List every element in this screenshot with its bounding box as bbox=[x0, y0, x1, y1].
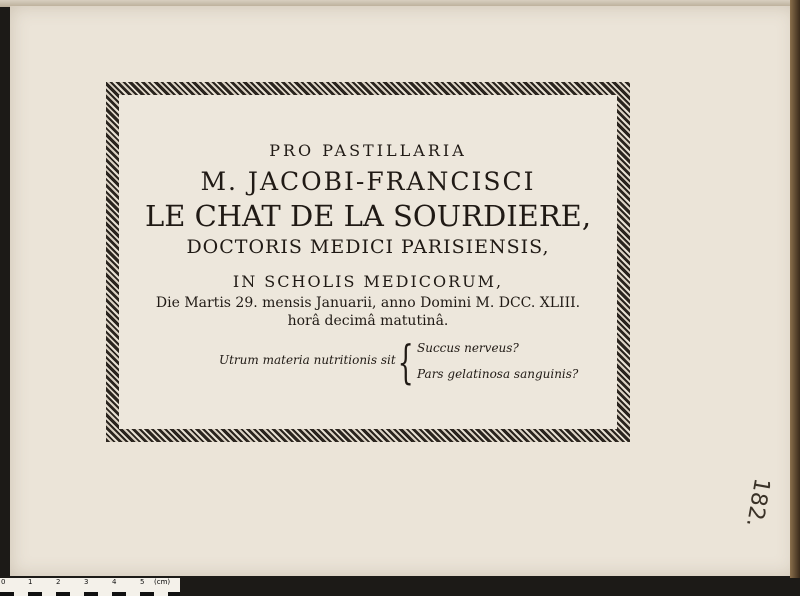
author-forename: M. JACOBI-FRANCISCI bbox=[200, 167, 536, 196]
ruler-tick: 2 bbox=[56, 578, 61, 586]
handwritten-page-number: 182. bbox=[740, 476, 775, 529]
ruler-tick: 4 bbox=[112, 578, 117, 586]
thesis-option-2: Pars gelatinosa sanguinis? bbox=[417, 367, 579, 381]
venue-line: IN SCHOLIS MEDICORUM, bbox=[232, 272, 504, 291]
author-title: DOCTORIS MEDICI PARISIENSIS, bbox=[186, 236, 550, 258]
date-line: Die Martis 29. mensis Januarii, anno Domini M. DCC. XLIII. bbox=[155, 295, 581, 311]
heading-pro-pastillaria: PRO PASTILLARIA bbox=[269, 141, 467, 160]
thesis-option-1: Succus nerveus? bbox=[417, 341, 519, 355]
ruler-tick: 3 bbox=[84, 578, 89, 586]
ruler-unit-label: (cm) bbox=[154, 578, 171, 586]
ruler-tick: 5 bbox=[140, 578, 145, 586]
ornamental-border-frame bbox=[106, 82, 630, 442]
ruler-tick: 1 bbox=[28, 578, 33, 586]
book-spine-edge bbox=[790, 0, 800, 578]
thesis-question: Utrum materia nutritionis sit bbox=[219, 353, 396, 367]
ruler-bar bbox=[0, 592, 180, 596]
author-surname: LE CHAT DE LA SOURDIERE, bbox=[144, 199, 592, 233]
time-line: horâ decimâ matutinâ. bbox=[287, 313, 449, 329]
scale-ruler bbox=[0, 578, 180, 596]
title-block bbox=[119, 95, 617, 429]
curly-brace: { bbox=[397, 335, 414, 389]
ruler-tick: 0 bbox=[1, 578, 6, 586]
